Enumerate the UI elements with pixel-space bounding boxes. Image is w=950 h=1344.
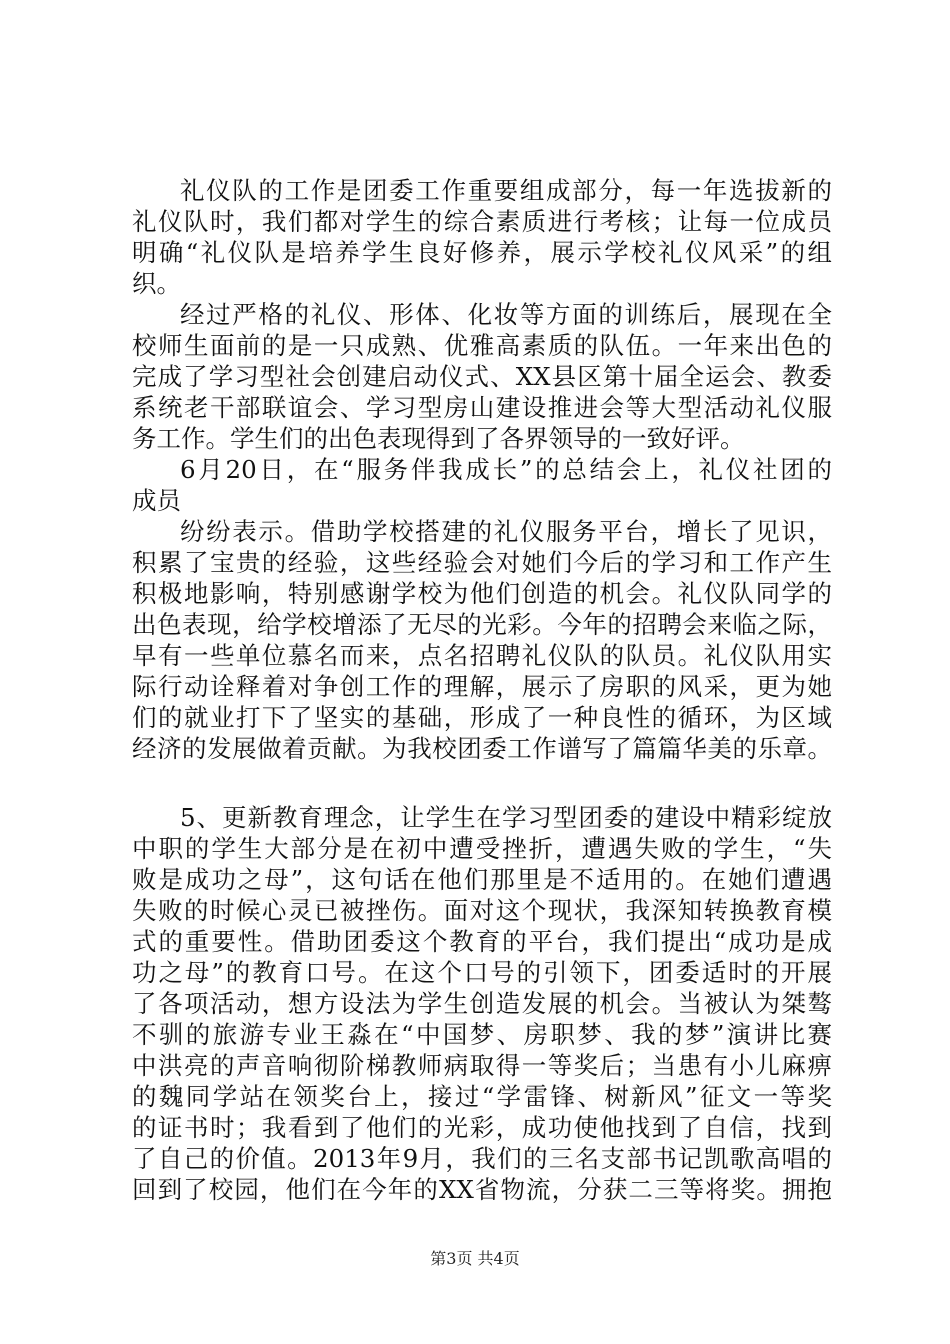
paragraph-5-line-2: 中职的学生大部分是在初中遭受挫折，遭遇失败的学生，“失 bbox=[132, 834, 832, 863]
paragraph-2-line-1: 经过严格的礼仪、形体、化妆等方面的训练后，展现在全 bbox=[180, 300, 832, 329]
paragraph-5-line-9: 中洪亮的声音响彻阶梯教师病取得一等奖后；当患有小儿麻痹 bbox=[132, 1051, 832, 1080]
paragraph-1-line-3: 明确“礼仪队是培养学生良好修养，展示学校礼仪风采”的组 bbox=[132, 238, 832, 267]
paragraph-4-line-3: 积极地影响，特别感谢学校为他们创造的机会。礼仪队同学的 bbox=[132, 579, 832, 608]
paragraph-5-line-8: 不驯的旅游专业王淼在“中国梦、房职梦、我的梦”演讲比赛 bbox=[132, 1020, 832, 1049]
paragraph-4-line-1: 纷纷表示。借助学校搭建的礼仪服务平台，增长了见识， bbox=[180, 517, 832, 546]
paragraph-3-line-1: 6月20日，在“服务伴我成长”的总结会上，礼仪社团的 bbox=[180, 455, 832, 484]
paragraph-5-line-13: 回到了校园，他们在今年的XX省物流，分获二三等将奖。拥抱 bbox=[132, 1175, 832, 1204]
paragraph-4-line-7: 们的就业打下了坚实的基础，形成了一种良性的循环，为区域 bbox=[132, 703, 832, 732]
paragraph-5-line-12: 了自己的价值。2013年9月，我们的三名支部书记凯歌高唱的 bbox=[132, 1144, 832, 1173]
paragraph-5-line-1: 5、更新教育理念，让学生在学习型团委的建设中精彩绽放 bbox=[180, 803, 832, 832]
paragraph-5-line-10: 的魏同学站在领奖台上，接过“学雷锋、树新风”征文一等奖 bbox=[132, 1082, 832, 1111]
paragraph-2-line-4: 系统老干部联谊会、学习型房山建设推进会等大型活动礼仪服 bbox=[132, 393, 832, 422]
paragraph-4-line-4: 出色表现，给学校增添了无尽的光彩。今年的招聘会来临之际， bbox=[132, 610, 832, 639]
paragraph-5-line-6: 功之母”的教育口号。在这个口号的引领下，团委适时的开展 bbox=[132, 958, 832, 987]
paragraph-4-line-5: 早有一些单位慕名而来，点名招聘礼仪队的队员。礼仪队用实 bbox=[132, 641, 832, 670]
paragraph-5-line-11: 的证书时；我看到了他们的光彩，成功使他找到了自信，找到 bbox=[132, 1113, 832, 1142]
paragraph-5-line-3: 败是成功之母”，这句话在他们那里是不适用的。在她们遭遇 bbox=[132, 865, 832, 894]
paragraph-2-line-2: 校师生面前的是一只成熟、优雅高素质的队伍。一年来出色的 bbox=[132, 331, 832, 360]
paragraph-5-line-7: 了各项活动，想方设法为学生创造发展的机会。当被认为桀骜 bbox=[132, 989, 832, 1018]
paragraph-5-line-5: 式的重要性。借助团委这个教育的平台，我们提出“成功是成 bbox=[132, 927, 832, 956]
paragraph-1-line-4: 织。 bbox=[132, 269, 181, 298]
page-footer bbox=[0, 1247, 950, 1271]
paragraph-4-line-6: 际行动诠释着对争创工作的理解，展示了房职的风采，更为她 bbox=[132, 672, 832, 701]
paragraph-1-line-2: 礼仪队时，我们都对学生的综合素质进行考核；让每一位成员 bbox=[132, 207, 832, 236]
page-number-label: 第3页 共4页 bbox=[430, 1249, 520, 1268]
paragraph-4-line-8: 经济的发展做着贡献。为我校团委工作谱写了篇篇华美的乐章。 bbox=[132, 734, 832, 763]
paragraph-4-line-2: 积累了宝贵的经验，这些经验会对她们今后的学习和工作产生 bbox=[132, 548, 832, 577]
paragraph-2-line-3: 完成了学习型社会创建启动仪式、XX县区第十届全运会、教委 bbox=[132, 362, 832, 391]
paragraph-1-line-1: 礼仪队的工作是团委工作重要组成部分，每一年选拔新的 bbox=[180, 176, 832, 205]
paragraph-2-line-5: 务工作。学生们的出色表现得到了各界领导的一致好评。 bbox=[132, 424, 745, 453]
paragraph-3-line-2: 成员 bbox=[132, 486, 181, 515]
paragraph-5-line-4: 失败的时候心灵已被挫伤。面对这个现状，我深知转换教育模 bbox=[132, 896, 832, 925]
